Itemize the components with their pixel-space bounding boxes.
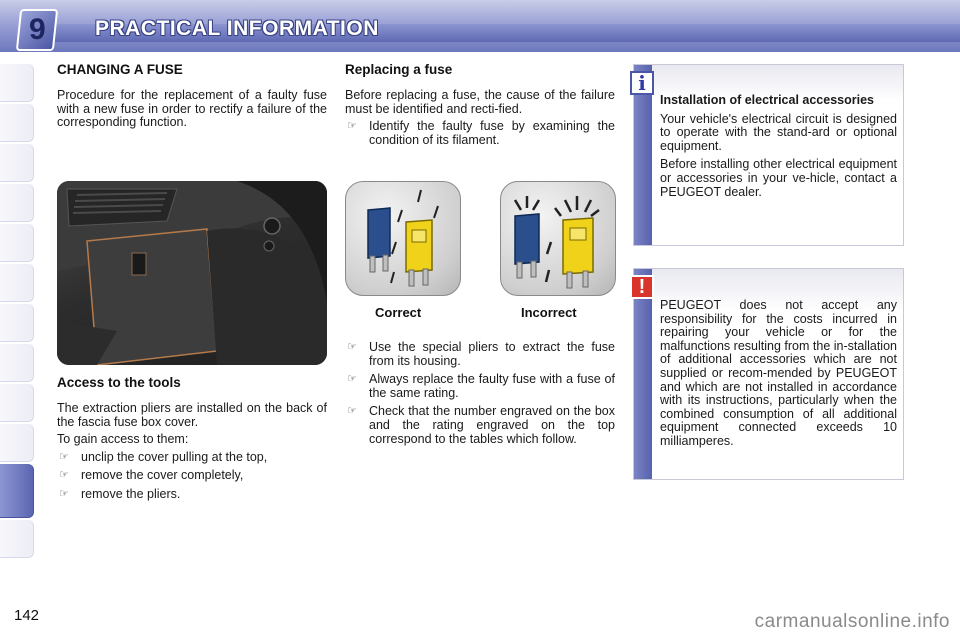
fuse-incorrect-label: Incorrect <box>521 305 577 320</box>
chapter-tab[interactable] <box>0 344 34 382</box>
intro-text: Before replacing a fuse, the cause of the failure must be identified and recti-fied. <box>345 88 615 116</box>
list-item: ☞ remove the cover completely, <box>59 468 244 483</box>
chapter-tab[interactable] <box>0 520 34 558</box>
page-title: PRACTICAL INFORMATION <box>95 17 379 40</box>
panel-bar <box>634 269 652 479</box>
warning-text: PEUGEOT does not accept any responsibility for the costs incurred in repairing your vehicle or for the malfunctions resulting from the in-stallation of additional accessories which are not supplied or recom-mended by PEUGEOT and which are not installed in accordance with its instructions, particularly when the combined consumption of all additional equipment connected exceeds 10 milliamperes. <box>660 298 897 448</box>
fascia-photo <box>57 181 327 365</box>
info-paragraph: Your vehicle's electrical circuit is designed to operate with the stand-ard or optional equipment. <box>660 111 897 153</box>
intro-text: Procedure for the replacement of a faulty fuse with a new fuse in order to rectify a failure of the corresponding function. <box>57 88 327 130</box>
chapter-tab[interactable] <box>0 304 34 342</box>
chapter-tab[interactable] <box>0 144 34 182</box>
column-replacing-fuse <box>345 62 615 152</box>
chapter-tab[interactable] <box>0 264 34 302</box>
access-steps <box>57 451 327 502</box>
chapter-number: 9 <box>28 13 46 46</box>
list-item: ☞ Use the special pliers to extract the fuse from its housing. <box>347 340 615 368</box>
info-panel-body <box>660 94 897 204</box>
list-item: ☞ remove the pliers. <box>59 486 181 501</box>
section-title: CHANGING A FUSE <box>57 62 183 77</box>
exclamation-icon: ! <box>630 275 654 299</box>
list-item: ☞ Identify the faulty fuse by examining the condition of its filament. <box>347 119 615 147</box>
replace-steps-section <box>345 341 615 451</box>
section-title: Replacing a fuse <box>345 62 453 77</box>
chapter-tab-active[interactable] <box>0 464 34 518</box>
fuse-incorrect-illustration <box>500 181 616 296</box>
pointing-hand-icon: ☞ <box>59 469 69 482</box>
info-paragraph: Before installing other electrical equipment or accessories in your ve-hicle, contact a PEUGEOT dealer. <box>660 157 897 199</box>
chapter-tab[interactable] <box>0 64 34 102</box>
access-section <box>57 375 327 507</box>
list-item: ☞ unclip the cover pulling at the top, <box>59 449 268 464</box>
access-text: The extraction pliers are installed on the back of the fascia fuse box cover. <box>57 401 327 429</box>
info-heading: Installation of electrical accessories <box>660 93 874 107</box>
warning-panel-body <box>660 299 897 454</box>
list-item: ☞ Always replace the faulty fuse with a fuse of the same rating. <box>347 372 615 400</box>
fascia-illustration <box>57 181 327 365</box>
chapter-tab[interactable] <box>0 384 34 422</box>
access-lead: To gain access to them: <box>57 432 189 447</box>
column-changing-fuse <box>57 62 327 130</box>
chapter-tab[interactable] <box>0 104 34 142</box>
access-title: Access to the tools <box>57 375 181 390</box>
chapter-tabs <box>0 64 34 576</box>
pointing-hand-icon: ☞ <box>59 487 69 500</box>
chapter-tab[interactable] <box>0 224 34 262</box>
identify-step <box>345 120 615 147</box>
replace-steps <box>345 341 615 446</box>
page-number: 142 <box>14 607 40 624</box>
pointing-hand-icon: ☞ <box>347 405 357 418</box>
pointing-hand-icon: ☞ <box>347 373 357 386</box>
info-panel <box>633 64 904 246</box>
info-icon: i <box>630 71 654 95</box>
warning-panel <box>633 268 904 480</box>
fuse-correct-illustration <box>345 181 461 296</box>
chapter-tab[interactable] <box>0 424 34 462</box>
pointing-hand-icon: ☞ <box>59 450 69 463</box>
watermark: carmanualsonline.info <box>754 611 950 632</box>
chapter-tab[interactable] <box>0 184 34 222</box>
pointing-hand-icon: ☞ <box>347 341 357 353</box>
fuse-correct-label: Correct <box>375 305 422 320</box>
chapter-badge <box>16 9 58 51</box>
pointing-hand-icon: ☞ <box>347 120 357 133</box>
list-item: ☞ Check that the number engraved on the box and the rating engraved on the top correspond to the tables which follow. <box>347 404 615 446</box>
